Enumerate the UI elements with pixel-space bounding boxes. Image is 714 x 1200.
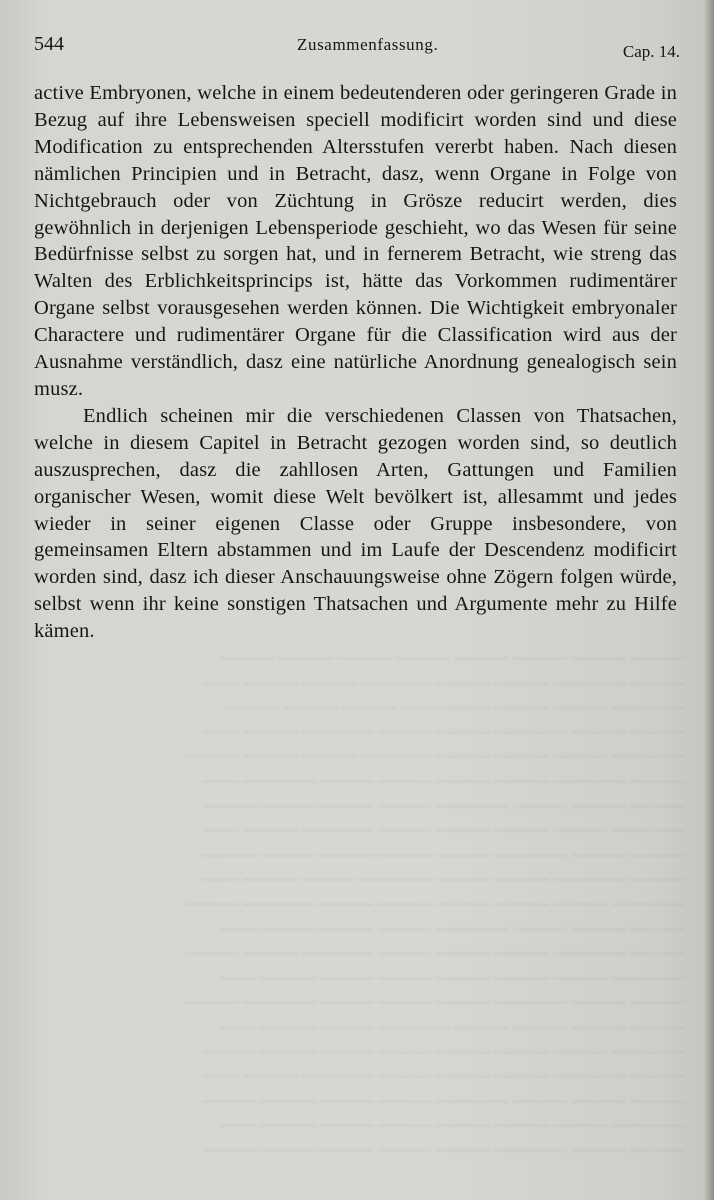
page-edge-shadow	[704, 0, 714, 1200]
bleed-line: ——— ——— ———— ——— ——— ———— ——— ——	[202, 720, 684, 741]
bleed-line: ———— ——— ——— ——— ——— ———— ——— ——	[202, 819, 684, 840]
bleed-line: ——— ———— ——— ——— ——— ———— ——— ———	[184, 942, 684, 963]
bleed-line: ———— ——— ——— ————— ——— ——— ———	[225, 696, 684, 717]
bleed-line: ——— ——— ——— ——— ———— ——— ——— ——	[220, 1015, 684, 1036]
bleed-line: ——— ———— ——— ——— ———— ——— ——— ——	[202, 868, 684, 889]
bleed-line: ——— ——— ———— ——— ——— ——— ——— ———	[202, 1138, 684, 1159]
bleed-line: ——— ———— ——— ——— ———— ——— ——— ——	[202, 671, 684, 692]
paragraph-2: Endlich scheinen mir die verschiedenen Classen von Thatsachen, welche in diesem Capitel in Betracht gezogen worden sind, so deutlich auszusprechen, dasz die zahllosen Arten, Gattungen und Familien organischer Wesen, womit diese Welt bevölkert ist, allesammt und jedes wieder in seiner eigenen Classe oder Gruppe insbesondere, von gemeinsamen Eltern abstammen und im Laufe der Descendenz modificirt worden sind, dasz ich dieser Anschauungsweise ohne Zögern folgen würde, selbst wenn ihr keine sonstigen Thatsachen und Argumente mehr zu Hilfe kämen.	[34, 404, 677, 643]
running-header	[34, 33, 680, 63]
page-number: 544	[34, 33, 64, 55]
bleed-line: ——— ——— ——— ———— ——— ——— ——— ———	[202, 794, 684, 815]
bleed-line: ——— ——— ———— ——— ——— ——— ———— ———	[184, 991, 684, 1012]
chapter-label: Cap. 14.	[622, 42, 680, 61]
bleed-line: ——— ——— ——— ———— ——— ——— ——— ——	[220, 917, 684, 938]
bleed-line: ——— ——— ———— ——— ——— ——— ——— ———	[202, 843, 684, 864]
bleed-line: ———— ——— ——— ——— ——— ——— ——— ——	[220, 1114, 684, 1135]
bleed-line: ——— ———— ——— ——— ——— ———— ——— ——	[202, 1065, 684, 1086]
bleed-line: ———— ——— ——— ——— ———— ——— ——— ———	[184, 745, 684, 766]
bleed-line: ——— ———— ——— ——— ——— ——— ———— ——	[202, 769, 684, 790]
bleed-line: ———— ——— ——— ——— ——— ——— ——— ——	[220, 966, 684, 987]
bleed-line: ———— ——— ——— ——— ——— ——— ———— ———	[184, 892, 684, 913]
body-text	[34, 80, 677, 645]
paragraph-1: active Embryonen, welche in einem bedeutenderen oder geringeren Grade in Bezug auf ihre Lebensweisen speciell modificirt worden sind und diese Modification zu entsprechenden Altersstufen vererbt haben. Nach diesen nämlichen Principien und in Betracht, dasz, wenn Organe in Folge von Nichtgebrauch oder von Züchtung in Grösze reducirt werden, dies gewöhnlich in derjenigen Lebensperiode geschieht, wo das Wesen für seine Bedürfnisse selbst zu sorgen hat, und in fernerem Betracht, wie streng das Walten des Erblichkeitsprincips ist, hätte das Vorkommen rudimentärer Organe selbst vorausgesehen werden können. Die Wichtigkeit embryonaler Charactere und rudimentärer Organe für die Classification wird aus der Ausnahme verständlich, dasz eine natürliche Anordnung genealogisch sein musz.	[34, 82, 677, 400]
show-through-texture	[34, 645, 684, 1165]
running-title: Zusammenfassung.	[297, 35, 439, 54]
bleed-line: ——— ——— ——— ——— ——— ——— ——— ———	[220, 647, 684, 667]
bleed-line: ———— ——— ——— ——— ——— ——— ——— ———	[202, 1040, 684, 1061]
bleed-line: ——— ——— ——— ———— ——— ——— ——— ———	[202, 1089, 684, 1110]
